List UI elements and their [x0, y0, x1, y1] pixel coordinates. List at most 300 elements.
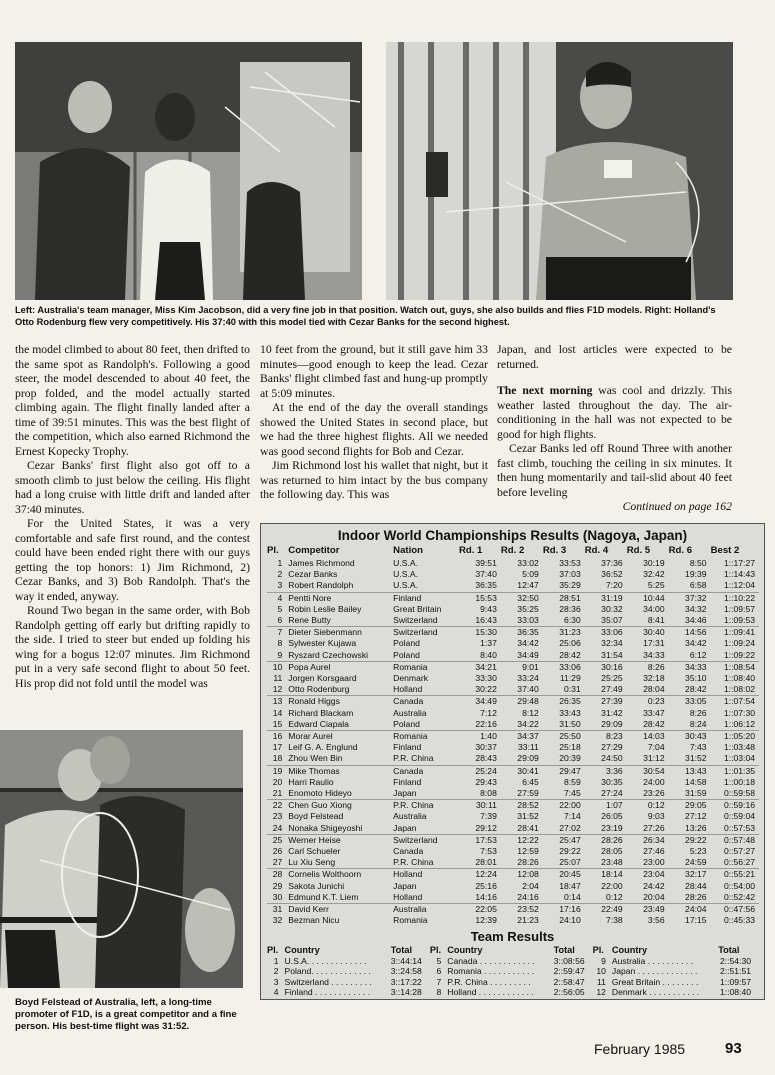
table-cell: 7: [267, 627, 288, 639]
table-cell: 31:52: [685, 753, 707, 764]
table-cell: 11:29: [559, 673, 581, 684]
table-cell: 8:41: [647, 615, 665, 626]
table-cell: 1::00:18: [723, 776, 755, 787]
table-cell: Chen Guo Xiong: [288, 800, 393, 812]
table-cell: 1::01:35: [711, 765, 759, 777]
table-cell: 33:53: [559, 558, 581, 568]
table-cell: 31:59: [685, 788, 707, 799]
team-row: [267, 987, 759, 998]
table-cell: Jorgen Korsgaard: [288, 673, 357, 684]
table-cell: 23:00: [643, 857, 665, 868]
table-cell: 9: [277, 649, 283, 660]
table-cell: 0::59:16: [711, 800, 759, 812]
table-cell: 34:00: [643, 603, 665, 614]
table-cell: Mike Thomas: [288, 765, 393, 777]
table-cell: 11: [273, 673, 283, 684]
table-cell: 22:05: [459, 904, 501, 916]
table-cell: 26:05: [601, 811, 623, 822]
table-cell: 0::52:42: [723, 891, 755, 902]
table-cell: 18:14: [585, 869, 627, 881]
table-cell: 24:10: [559, 915, 581, 926]
team-cell: 4: [273, 987, 279, 998]
table-cell: 12:39: [475, 915, 497, 926]
table-cell: 24:50: [601, 753, 623, 764]
table-cell: 32:17: [669, 869, 711, 881]
article-paragraph: At the end of the day the overall standings showed the United States in second place, but we had the three highest flights. All we needed was good second flights for Bob and Cezar.: [260, 401, 488, 458]
table-cell: 9:03: [647, 811, 665, 822]
table-cell: 14:56: [669, 627, 711, 639]
table-cell: 30: [272, 891, 283, 902]
table-cell: 17:15: [685, 915, 707, 926]
table-cell: 33:11: [517, 742, 539, 753]
table-cell: 33:06: [585, 627, 627, 639]
table-cell: 29:09: [517, 753, 539, 764]
table-cell: 13:26: [685, 822, 707, 833]
results-header-row: [267, 543, 759, 558]
table-cell: 0::59:04: [723, 811, 755, 822]
table-cell: 3: [277, 580, 283, 591]
table-cell: Ryszard Czechowski: [288, 649, 369, 660]
table-cell: 1::08:54: [711, 661, 759, 673]
table-cell: 12: [272, 684, 283, 695]
table-cell: 1::09:53: [723, 615, 755, 626]
table-cell: 30:41: [501, 765, 543, 777]
table-cell: 8:12: [522, 707, 539, 718]
table-cell: 28:44: [685, 880, 707, 891]
table-cell: 29:12: [475, 822, 497, 833]
table-row: [267, 904, 759, 916]
table-cell: 29:43: [475, 776, 497, 787]
table-cell: 26:35: [543, 696, 585, 708]
table-cell: 8:24: [689, 718, 707, 729]
table-cell: 34:46: [685, 615, 707, 626]
table-cell: 37:40: [475, 569, 497, 580]
table-cell: 7:53: [480, 846, 497, 857]
col-header-best-2: Best 2: [710, 545, 740, 556]
table-cell: Holland: [393, 891, 423, 902]
article-column-3: [497, 343, 732, 515]
table-cell: 35:25: [517, 603, 539, 614]
table-cell: 10: [267, 661, 288, 673]
table-cell: 8:26: [627, 661, 669, 673]
table-cell: 27:26: [643, 822, 665, 833]
issue-date: February 1985: [594, 1041, 686, 1057]
col-header-nation: Nation: [393, 545, 423, 556]
table-cell: 0::57:27: [723, 846, 755, 857]
table-row: [267, 811, 759, 822]
table-cell: 30:16: [585, 661, 627, 673]
table-cell: Zhou Wen Bin: [288, 753, 343, 764]
table-cell: 7:12: [480, 707, 497, 718]
table-cell: 7:39: [480, 811, 497, 822]
table-cell: 19:39: [685, 569, 707, 580]
team-col-header: Total: [553, 944, 575, 955]
table-cell: 25: [267, 834, 288, 846]
team-col-header: Total: [718, 944, 740, 955]
team-cell: 3::44:14: [390, 955, 422, 966]
table-cell: Bezman Nicu: [288, 915, 340, 926]
table-cell: 15:53: [459, 592, 501, 604]
team-cell: 3::17:22: [390, 976, 422, 987]
table-cell: U.S.A.: [393, 569, 418, 580]
table-cell: 28:42: [643, 718, 665, 729]
table-row: [267, 846, 759, 857]
table-cell: 0::47:56: [711, 904, 759, 916]
table-row: [267, 661, 759, 673]
team-col-header: Pl.: [429, 944, 442, 955]
table-cell: 24:16: [517, 891, 539, 902]
table-cell: 30:43: [669, 731, 711, 743]
world-championship-results-box: [260, 523, 765, 1000]
col-header-round-1: Rd. 1: [458, 545, 483, 556]
table-cell: 9:01: [501, 661, 543, 673]
team-cell: Poland. . . . . . . . . . . . .: [284, 966, 371, 977]
col-header-round-3: Rd. 3: [542, 545, 567, 556]
table-cell: 28:51: [543, 592, 585, 604]
table-cell: Romania: [393, 661, 459, 673]
table-cell: Dieter Siebenmann: [288, 627, 393, 639]
table-cell: Edmund K.T. Liem: [288, 891, 359, 902]
table-cell: Morar Aurel: [288, 731, 393, 743]
table-cell: 34:32: [685, 603, 707, 614]
table-cell: 0:12: [627, 800, 669, 812]
table-cell: 2: [277, 569, 283, 580]
table-cell: 36:35: [475, 580, 497, 591]
table-row: [267, 742, 759, 753]
team-col-header: Total: [390, 944, 413, 955]
table-cell: 34:37: [501, 731, 543, 743]
table-cell: 33:43: [559, 707, 581, 718]
table-cell: 31:50: [559, 718, 581, 729]
team-cell: 3::08:56: [553, 955, 585, 966]
table-cell: 14:03: [627, 731, 669, 743]
table-cell: 13: [267, 696, 288, 708]
table-cell: Enomoto Hideyo: [288, 788, 352, 799]
table-cell: James Richmond: [288, 558, 355, 568]
table-cell: Holland: [393, 684, 423, 695]
team-cell: 5: [436, 955, 442, 966]
table-cell: Cezar Banks: [288, 569, 338, 580]
table-cell: Romania: [393, 731, 459, 743]
table-cell: Switzerland: [393, 615, 438, 626]
table-cell: Canada: [393, 696, 459, 708]
table-cell: Richard Blackam: [288, 707, 354, 718]
table-cell: Denmark: [393, 673, 429, 684]
team-cell: 2::56:05: [553, 987, 585, 998]
table-cell: 0:12: [605, 891, 623, 902]
table-cell: David Kerr: [288, 904, 393, 916]
table-cell: 14: [272, 707, 283, 718]
article-paragraph: For the United States, it was a very comfortable and safe first round, and the contest could have been ended right there with our guys getting the top honors: 1) Jim Richmond, 2) Cezar Banks, and 3) Bob Randolph. That's the way it ended, anyway.: [15, 517, 250, 603]
team-results-table: [267, 944, 759, 998]
table-row: [267, 558, 759, 569]
table-cell: 1: [277, 558, 283, 568]
table-cell: 32: [272, 915, 283, 926]
table-cell: 27:39: [585, 696, 627, 708]
table-cell: Poland: [393, 718, 420, 729]
table-row: [267, 615, 759, 627]
table-cell: 0::55:21: [711, 869, 759, 881]
table-cell: 5: [277, 603, 283, 614]
table-cell: 1::09:57: [723, 603, 755, 614]
team-cell: 9: [601, 955, 606, 966]
table-cell: 33:24: [517, 673, 539, 684]
table-cell: 24:42: [643, 880, 665, 891]
table-cell: Holland: [393, 869, 459, 881]
table-cell: 34:22: [517, 718, 539, 729]
table-cell: 25:18: [559, 742, 581, 753]
article-column-2: [260, 343, 488, 503]
table-cell: 37:32: [669, 592, 711, 604]
table-cell: 31:42: [601, 707, 623, 718]
table-cell: 28:52: [501, 800, 543, 812]
table-cell: Canada: [393, 765, 459, 777]
table-cell: 1::09:41: [711, 627, 759, 639]
table-cell: 15: [272, 718, 283, 729]
table-cell: 31:54: [601, 649, 623, 660]
table-cell: Pentti Nore: [288, 592, 393, 604]
team-cell: 2::59:47: [553, 966, 585, 977]
table-cell: 35:10: [685, 673, 707, 684]
table-cell: 29:22: [669, 834, 711, 846]
table-cell: Edward Ciapala: [288, 718, 349, 729]
table-cell: 29: [272, 880, 283, 891]
table-cell: 28:05: [601, 846, 623, 857]
table-cell: Cornelis Wolthoorn: [288, 869, 393, 881]
table-cell: 0::54:00: [723, 880, 755, 891]
article-paragraph: 10 feet from the ground, but it still gave him 33 minutes—good enough to keep the lead. Cezar Banks' flight climbed fast and hung-up promptly at 5:09 minutes.: [260, 343, 488, 400]
continued-note: Continued on page 162: [622, 500, 732, 513]
table-cell: Poland: [393, 649, 420, 660]
team-cell: 2: [273, 966, 279, 977]
team-cell: Finland . . . . . . . . . . . .: [284, 987, 370, 998]
col-header-round-6: Rd. 6: [668, 545, 693, 556]
table-cell: Otto Rodenburg: [288, 684, 350, 695]
table-cell: 8:40: [480, 649, 497, 660]
table-cell: 29:47: [543, 765, 585, 777]
team-cell: Great Britain . . . . . . . .: [611, 976, 699, 987]
table-cell: 28:26: [685, 891, 707, 902]
table-cell: 33:06: [543, 661, 585, 673]
team-cell: Japan . . . . . . . . . . . . .: [611, 966, 698, 977]
table-cell: 6:58: [689, 580, 707, 591]
table-cell: 23:26: [643, 788, 665, 799]
table-cell: 25:16: [475, 880, 497, 891]
table-row: [267, 731, 759, 743]
table-cell: Leif G. A. Englund: [288, 742, 358, 753]
table-row: [267, 627, 759, 639]
table-cell: 1:40: [459, 731, 501, 743]
team-cell: 3: [273, 976, 279, 987]
table-cell: Switzerland: [393, 627, 459, 639]
table-row: [267, 800, 759, 812]
table-cell: 23: [272, 811, 283, 822]
table-cell: 33:05: [669, 696, 711, 708]
table-cell: 25:06: [559, 638, 581, 649]
table-cell: 13:43: [669, 765, 711, 777]
table-cell: 0::45:33: [723, 915, 755, 926]
table-cell: 6:12: [689, 649, 707, 660]
team-cell: 6: [436, 966, 442, 977]
table-cell: 12:08: [501, 869, 543, 881]
table-cell: 34:33: [643, 649, 665, 660]
table-row: [267, 708, 759, 719]
table-cell: 0:23: [627, 696, 669, 708]
team-cell: 1: [273, 955, 279, 966]
table-cell: Robin Leslie Bailey: [288, 603, 362, 614]
table-cell: Sylwester Kujawa: [288, 638, 357, 649]
table-cell: 22:16: [475, 718, 497, 729]
table-cell: 37:36: [601, 558, 623, 568]
table-cell: 35:07: [601, 615, 623, 626]
table-cell: 36:52: [601, 569, 623, 580]
table-cell: 21:23: [517, 915, 539, 926]
caption-top-photos: Left: Australia's team manager, Miss Kim Jacobson, did a very fine job in that position. Watch out, guys, she also builds and flies F1D models. Right: Holland's Otto Rodenburg flew very competitively. His 37:40 with this model tied with Cezar Banks for the second highest.: [15, 305, 716, 327]
table-cell: Canada: [393, 846, 424, 857]
table-cell: 33:30: [475, 673, 497, 684]
table-row: [267, 592, 759, 604]
table-row: [267, 857, 759, 869]
table-cell: 31:19: [585, 592, 627, 604]
table-cell: Japan: [393, 822, 417, 833]
table-cell: 7:43: [689, 742, 707, 753]
table-cell: 2:04: [522, 880, 539, 891]
table-cell: 30:32: [601, 603, 623, 614]
article-paragraph: Cezar Banks' first flight also got off to a smooth climb to just below the ceiling. His flight had a long cruise with little drift and landed after 37:40 minutes.: [15, 459, 250, 516]
table-cell: 1::17:27: [723, 558, 755, 568]
table-cell: 0:31: [564, 684, 581, 695]
table-row: [267, 777, 759, 788]
team-cell: 10: [596, 966, 606, 977]
table-cell: Australia: [393, 811, 427, 822]
table-cell: 0:14: [564, 891, 581, 902]
photo-otto-rodenburg: [386, 42, 733, 300]
table-cell: 6:30: [564, 615, 581, 626]
table-row: [267, 915, 759, 926]
table-cell: 1::14:43: [723, 569, 755, 580]
table-cell: 31:23: [543, 627, 585, 639]
table-cell: 27:46: [643, 846, 665, 857]
table-cell: Romania: [393, 915, 428, 926]
table-cell: 32:34: [601, 638, 623, 649]
table-cell: 1::10:22: [711, 592, 759, 604]
article-paragraph: Jim Richmond lost his wallet that night, but it was returned to him intact by the bus company the following day. This was: [260, 459, 488, 501]
table-cell: U.S.A.: [393, 558, 418, 568]
table-cell: Japan: [393, 788, 417, 799]
team-row: [267, 977, 759, 988]
table-cell: 1:37: [480, 638, 497, 649]
team-cell: P.R. China . . . . . . . . .: [447, 976, 531, 987]
table-cell: 27:24: [601, 788, 623, 799]
team-cell: 11: [596, 976, 606, 987]
table-cell: 34:42: [517, 638, 539, 649]
col-header-round-2: Rd. 2: [500, 545, 525, 556]
table-cell: 39:51: [475, 558, 497, 568]
table-cell: 26:34: [627, 834, 669, 846]
table-cell: 22:00: [543, 800, 585, 812]
table-cell: 12:22: [501, 834, 543, 846]
table-cell: 33:03: [517, 615, 539, 626]
table-cell: Finland: [393, 776, 422, 787]
table-cell: 28:42: [559, 649, 581, 660]
table-cell: 5:25: [647, 580, 665, 591]
table-cell: 7:04: [647, 742, 665, 753]
results-title: Indoor World Championships Results (Nagoya, Japan): [337, 528, 688, 543]
table-cell: 21: [272, 788, 283, 799]
table-cell: 28: [267, 869, 288, 881]
table-cell: 20:04: [643, 891, 665, 902]
table-cell: Robert Randolph: [288, 580, 354, 591]
table-cell: 33:47: [643, 707, 665, 718]
table-cell: 14:58: [685, 776, 707, 787]
table-cell: Finland: [393, 592, 459, 604]
table-cell: 31:12: [643, 753, 665, 764]
article-column-1: [15, 343, 250, 691]
paragraph-lead-in: The next morning: [497, 384, 593, 397]
table-cell: 25:25: [601, 673, 623, 684]
table-cell: 28:04: [643, 684, 665, 695]
table-cell: Japan: [393, 880, 417, 891]
table-cell: 7:20: [605, 580, 623, 591]
table-cell: 12:59: [517, 846, 539, 857]
team-col-header: Pl.: [267, 944, 279, 955]
table-cell: 28:26: [517, 857, 539, 868]
table-cell: 34:21: [459, 661, 501, 673]
table-cell: 25:50: [543, 731, 585, 743]
table-cell: 34:33: [669, 661, 711, 673]
table-cell: 30:37: [475, 742, 497, 753]
table-row: [267, 684, 759, 696]
table-cell: Ronald Higgs: [288, 696, 393, 708]
table-cell: 32:50: [501, 592, 543, 604]
table-cell: 31: [267, 904, 288, 916]
table-row: [267, 753, 759, 765]
table-row: [267, 696, 759, 708]
table-row: [267, 569, 759, 580]
table-cell: 24:59: [685, 857, 707, 868]
table-cell: Finland: [393, 742, 422, 753]
table-cell: 8:26: [689, 707, 707, 718]
table-cell: 1::06:12: [723, 718, 755, 729]
table-row: [267, 673, 759, 684]
table-cell: 1::03:04: [723, 753, 755, 764]
table-cell: 22: [267, 800, 288, 812]
table-cell: 23:49: [627, 904, 669, 916]
table-cell: 7:38: [605, 915, 623, 926]
table-cell: Rene Butty: [288, 615, 331, 626]
table-cell: 25:47: [543, 834, 585, 846]
team-cell: 1::09:57: [719, 976, 751, 987]
table-cell: 0::59:58: [723, 788, 755, 799]
team-cell: 2::58:47: [553, 976, 585, 987]
table-cell: 34:49: [459, 696, 501, 708]
table-cell: 1::03:48: [723, 742, 755, 753]
team-cell: 7: [436, 976, 442, 987]
table-cell: 23:52: [501, 904, 543, 916]
table-cell: 6:45: [522, 776, 539, 787]
table-cell: 29:05: [669, 800, 711, 812]
table-cell: P.R. China: [393, 800, 459, 812]
team-col-header: Country: [284, 944, 320, 955]
table-row: [267, 580, 759, 592]
team-cell: 2::54:30: [719, 955, 751, 966]
team-cell: 8: [436, 987, 442, 998]
team-cell: 12: [596, 987, 606, 998]
table-row: [267, 719, 759, 731]
table-cell: 15:30: [459, 627, 501, 639]
results-table: [267, 543, 759, 927]
table-cell: 1::07:54: [711, 696, 759, 708]
